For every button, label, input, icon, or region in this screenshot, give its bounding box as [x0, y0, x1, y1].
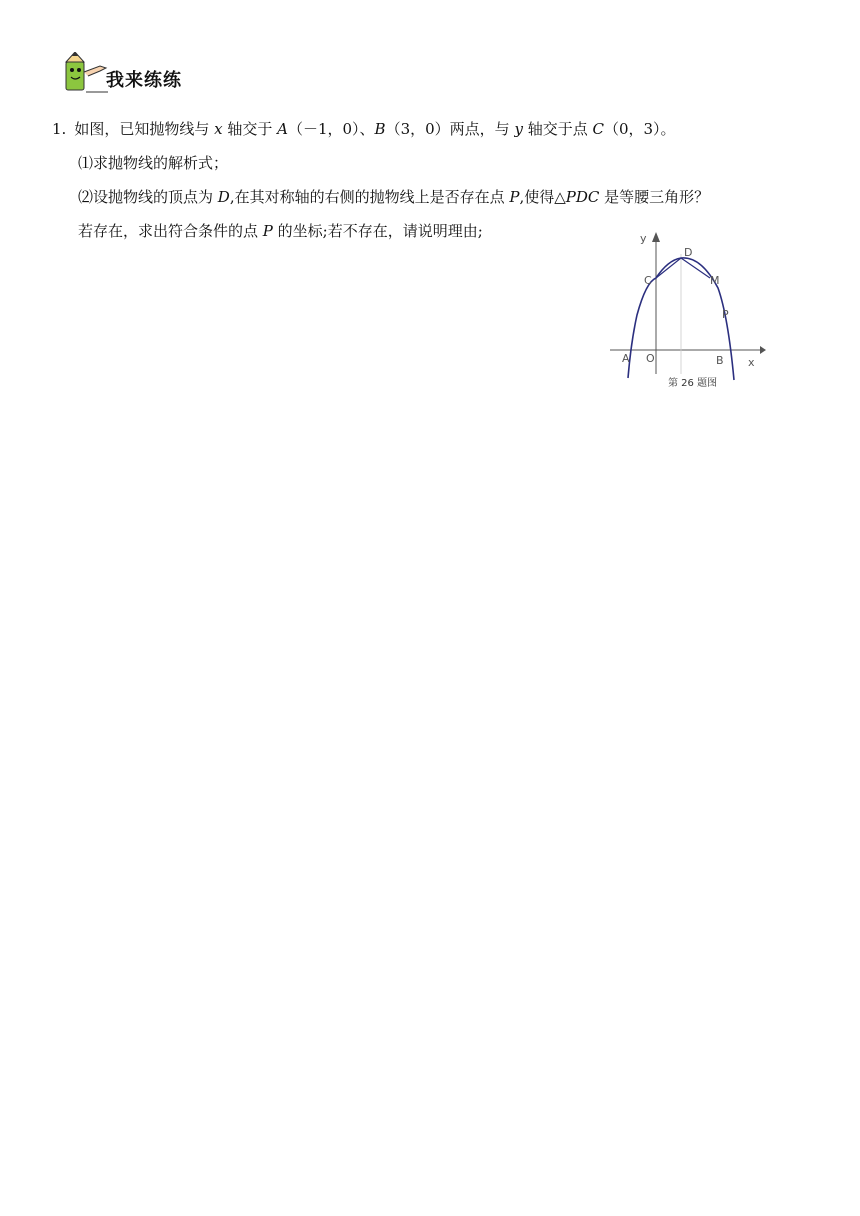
q2-mid2: ,使得△ — [519, 188, 566, 206]
q2-suffix: 是等腰三角形？ — [599, 188, 710, 206]
intro-var-A: A — [277, 120, 288, 138]
label-P: P — [722, 308, 729, 321]
q2-var-PDC: PDC — [565, 188, 600, 206]
label-A: A — [622, 352, 630, 365]
intro-var-B: B — [374, 120, 386, 138]
y-axis-arrow — [652, 232, 660, 242]
q2-line2-var-P: P — [262, 222, 273, 240]
pencil-mascot-icon — [62, 52, 110, 94]
parabola-figure — [606, 230, 766, 400]
intro-text-4: （－1，0）、 — [287, 120, 375, 138]
intro-var-C: C — [592, 120, 604, 138]
intro-text-8: 轴交于点 — [522, 120, 593, 138]
label-D: D — [684, 246, 693, 259]
q2-line2-suffix: 的坐标;若不存在，请说明理由; — [272, 222, 483, 240]
intro-var-x: x — [214, 120, 223, 138]
section-title: 我来练练 — [106, 70, 182, 91]
intro-var-y: y — [514, 120, 523, 138]
label-B: B — [716, 354, 724, 367]
q2-line2-prefix: 若存在，求出符合条件的点 — [78, 222, 263, 240]
intro-text-0: 如图，已知抛物线与 — [74, 120, 215, 138]
question-1: ⑴求抛物线的解析式； — [78, 154, 229, 172]
label-y: y — [640, 232, 647, 245]
question-2-continued — [78, 220, 483, 242]
question-2 — [78, 186, 709, 208]
label-M: M — [710, 274, 720, 287]
q2-mid: ,在其对称轴的右侧的抛物线上是否存在点 — [229, 188, 510, 206]
problem-intro — [52, 118, 676, 140]
x-axis-arrow — [760, 346, 766, 354]
q2-var-D: D — [217, 188, 230, 206]
label-C: C — [644, 274, 652, 287]
q2-prefix: ⑵设抛物线的顶点为 — [78, 188, 218, 206]
intro-text-2: 轴交于 — [222, 120, 278, 138]
section-header — [62, 52, 182, 94]
problem-number: 1. — [52, 120, 67, 138]
q2-var-P: P — [509, 188, 520, 206]
intro-text-10: （0，3）。 — [603, 120, 676, 138]
parabola-diagram — [606, 230, 766, 400]
intro-text-6: （3，0）两点，与 — [385, 120, 515, 138]
figure-caption: 第 26 题图 — [668, 378, 718, 389]
label-x: x — [748, 356, 755, 369]
label-O: O — [646, 352, 655, 365]
